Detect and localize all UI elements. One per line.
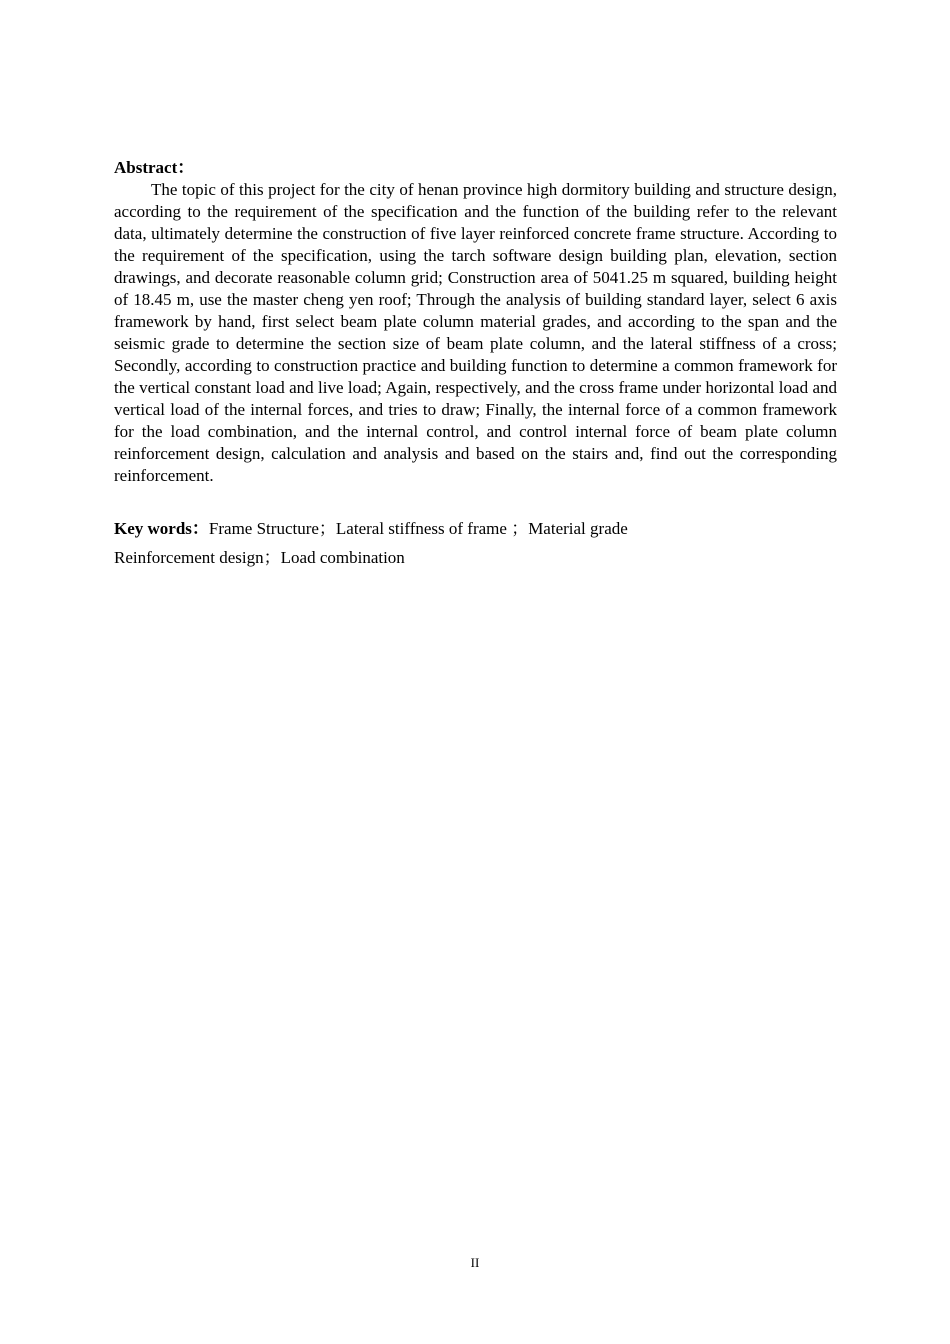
keywords-line-2: Reinforcement design；Load combination [114, 548, 405, 567]
keywords-line-1 [114, 514, 837, 543]
keywords-block [114, 514, 837, 572]
keywords-line-1-text: Frame Structure；Lateral stiffness of frame ；Material grade [208, 519, 628, 538]
abstract-heading: Abstract： [114, 158, 195, 177]
abstract-section [114, 157, 837, 572]
abstract-body: The topic of this project for the city of henan province high dormitory building and structure design, according to the requirement of the specification and the function of the building refer to the relevant data, ultimately determine the construction of five layer reinforced concrete frame structure. According to the requirement of the specification, using the tarch software design building plan, elevation, section drawings, and decorate reasonable column grid; Construction area of 5041.25 m squared, building height of 18.45 m, use the master cheng yen roof; Through the analysis of building standard layer, select 6 axis framework by hand, first select beam plate column material grades, and according to the span and the seismic grade to determine the section size of beam plate column, and the lateral stiffness of a cross; Secondly, according to construction practice and building function to determine a common framework for the vertical constant load and live load; Again, respectively, and the cross frame under horizontal load and vertical load of the internal forces, and tries to draw; Finally, the internal force of a common framework for the load combination, and the internal control, and control internal force of beam plate column reinforcement design, calculation and analysis and based on the stairs and, find out the corresponding reinforcement. [114, 180, 837, 485]
keywords-label: Key words： [114, 519, 209, 538]
page-number: II [470, 1255, 480, 1270]
